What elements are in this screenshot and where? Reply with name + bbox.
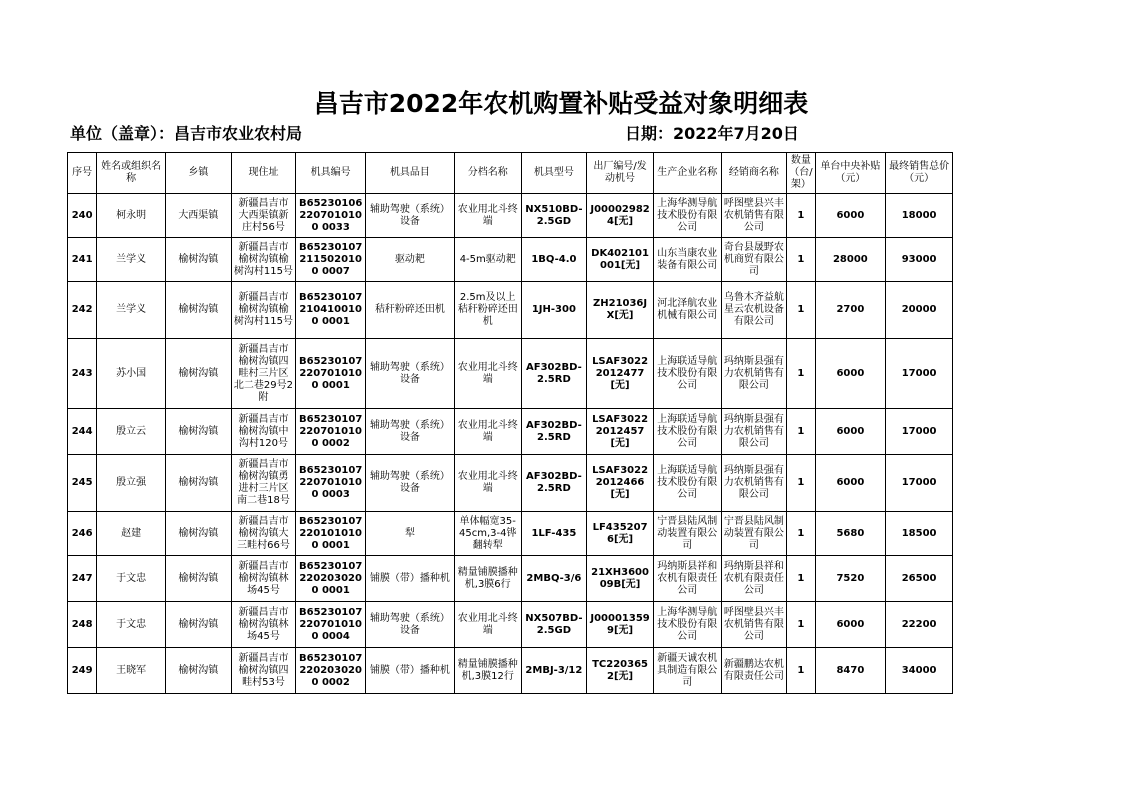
- table-cell: 宁晋县陆风制动装置有限公司: [721, 512, 787, 556]
- table-cell: 农业用北斗终端: [454, 339, 521, 409]
- table-cell: 铺膜（带）播种机: [366, 556, 455, 602]
- table-cell: 1BQ-4.0: [521, 238, 587, 282]
- table-cell: 2MBJ-3/12: [521, 648, 587, 694]
- table-cell: 新疆昌吉市榆树沟镇榆树沟村115号: [231, 282, 296, 339]
- table-cell: 1: [787, 512, 815, 556]
- table-cell: LSAF30222012466[无]: [587, 455, 654, 512]
- header-row: [68, 153, 953, 194]
- table-cell: 17000: [886, 409, 953, 455]
- table-row: [68, 648, 953, 694]
- table-cell: 大西渠镇: [165, 194, 231, 238]
- table-cell: 1: [787, 339, 815, 409]
- table-cell: 玛纳斯县强有力农机销售有限公司: [721, 409, 787, 455]
- table-cell: 辅助驾驶（系统）设备: [366, 409, 455, 455]
- table-cell: 精量铺膜播种机,3膜6行: [454, 556, 521, 602]
- table-cell: 新疆昌吉市榆树沟镇林场45号: [231, 556, 296, 602]
- table-cell: NX510BD-2.5GD: [521, 194, 587, 238]
- table-cell: 34000: [886, 648, 953, 694]
- table-cell: 1: [787, 282, 815, 339]
- table-cell: 240: [68, 194, 97, 238]
- table-cell: 6000: [815, 339, 886, 409]
- table-cell: 铺膜（带）播种机: [366, 648, 455, 694]
- table-cell: 1: [787, 556, 815, 602]
- table-cell: 呼图壁县兴丰农机销售有限公司: [721, 602, 787, 648]
- table-cell: 6000: [815, 409, 886, 455]
- table-row: [68, 556, 953, 602]
- table-cell: 249: [68, 648, 97, 694]
- table-cell: B652301072115020100 0007: [296, 238, 366, 282]
- table-cell: 新疆昌吉市榆树沟镇大三畦村66号: [231, 512, 296, 556]
- table-cell: 7520: [815, 556, 886, 602]
- table-cell: 20000: [886, 282, 953, 339]
- table-cell: 农业用北斗终端: [454, 602, 521, 648]
- table-cell: B652301072202030200 0001: [296, 556, 366, 602]
- col-header: 单台中央补贴（元）: [815, 153, 886, 194]
- table-cell: B652301072104100100 0001: [296, 282, 366, 339]
- table-cell: 河北泽航农业机械有限公司: [653, 282, 721, 339]
- table-cell: 榆树沟镇: [165, 556, 231, 602]
- table-cell: B652301072202030200 0002: [296, 648, 366, 694]
- table-cell: 榆树沟镇: [165, 602, 231, 648]
- table-cell: 6000: [815, 602, 886, 648]
- table-cell: B652301072201010100 0001: [296, 512, 366, 556]
- table-cell: 柯永明: [97, 194, 166, 238]
- table-cell: J000013599[无]: [587, 602, 654, 648]
- table-cell: ZH21036JX[无]: [587, 282, 654, 339]
- table-cell: 玛纳斯县祥和农机有限责任公司: [653, 556, 721, 602]
- table-cell: 新疆鹏达农机有限责任公司: [721, 648, 787, 694]
- table-cell: 玛纳斯县强有力农机销售有限公司: [721, 339, 787, 409]
- table-row: [68, 282, 953, 339]
- table-cell: 4-5m驱动耙: [454, 238, 521, 282]
- table-row: [68, 512, 953, 556]
- col-header: 出厂编号/发动机号: [587, 153, 654, 194]
- table-cell: 2.5m及以上秸秆粉碎还田机: [454, 282, 521, 339]
- table-cell: 1: [787, 648, 815, 694]
- table-cell: 玛纳斯县强有力农机销售有限公司: [721, 455, 787, 512]
- table-cell: 上海华测导航技术股份有限公司: [653, 194, 721, 238]
- table-cell: 1: [787, 455, 815, 512]
- table-cell: 秸秆粉碎还田机: [366, 282, 455, 339]
- table-cell: 单体幅宽35-45cm,3-4铧翻转犁: [454, 512, 521, 556]
- table-cell: 榆树沟镇: [165, 455, 231, 512]
- table-cell: 辅助驾驶（系统）设备: [366, 194, 455, 238]
- table-cell: 93000: [886, 238, 953, 282]
- col-header: 序号: [68, 153, 97, 194]
- table-row: [68, 409, 953, 455]
- table-cell: B652301062207010100 0033: [296, 194, 366, 238]
- table-cell: 21XH360009B[无]: [587, 556, 654, 602]
- col-header: 机具型号: [521, 153, 587, 194]
- table-cell: 5680: [815, 512, 886, 556]
- table-cell: 于文忠: [97, 602, 166, 648]
- col-header: 现住址: [231, 153, 296, 194]
- table-cell: 榆树沟镇: [165, 512, 231, 556]
- table-cell: B652301072207010100 0002: [296, 409, 366, 455]
- page-title: 昌吉市2022年农机购置补贴受益对象明细表: [313, 89, 809, 118]
- table-cell: 苏小国: [97, 339, 166, 409]
- col-header: 最终销售总价（元）: [886, 153, 953, 194]
- table-cell: 辅助驾驶（系统）设备: [366, 602, 455, 648]
- table-cell: 上海联适导航技术股份有限公司: [653, 409, 721, 455]
- table-cell: 于文忠: [97, 556, 166, 602]
- table-cell: 辅助驾驶（系统）设备: [366, 455, 455, 512]
- table-cell: LSAF30222012457[无]: [587, 409, 654, 455]
- table-cell: 犁: [366, 512, 455, 556]
- table-cell: 上海华测导航技术股份有限公司: [653, 602, 721, 648]
- table-cell: 乌鲁木齐益航星云农机设备有限公司: [721, 282, 787, 339]
- table-cell: 28000: [815, 238, 886, 282]
- table-cell: 18000: [886, 194, 953, 238]
- unit-label: 单位（盖章）：昌吉市农业农村局: [70, 124, 303, 143]
- table-cell: 246: [68, 512, 97, 556]
- table-cell: 宁晋县陆风制动装置有限公司: [653, 512, 721, 556]
- table-cell: AF302BD-2.5RD: [521, 455, 587, 512]
- table-cell: 新疆昌吉市大西渠镇新庄村56号: [231, 194, 296, 238]
- col-header: 机具编号: [296, 153, 366, 194]
- table-cell: DK402101001[无]: [587, 238, 654, 282]
- table-cell: 赵建: [97, 512, 166, 556]
- table-cell: 新疆天诚农机具制造有限公司: [653, 648, 721, 694]
- table-cell: 山东当康农业装备有限公司: [653, 238, 721, 282]
- table-cell: 1LF-435: [521, 512, 587, 556]
- table-cell: 兰学义: [97, 282, 166, 339]
- table-cell: 农业用北斗终端: [454, 409, 521, 455]
- table-cell: 榆树沟镇: [165, 409, 231, 455]
- table-cell: 6000: [815, 455, 886, 512]
- table-cell: 上海联适导航技术股份有限公司: [653, 339, 721, 409]
- table-row: [68, 455, 953, 512]
- table-cell: 辅助驾驶（系统）设备: [366, 339, 455, 409]
- col-header: 乡镇: [165, 153, 231, 194]
- table-cell: 新疆昌吉市榆树沟镇四畦村三片区北二巷29号2附: [231, 339, 296, 409]
- table-cell: 榆树沟镇: [165, 282, 231, 339]
- table-cell: 奇台县晟野农机商贸有限公司: [721, 238, 787, 282]
- table-cell: AF302BD-2.5RD: [521, 339, 587, 409]
- table-cell: 新疆昌吉市榆树沟镇榆树沟村115号: [231, 238, 296, 282]
- table-cell: 兰学义: [97, 238, 166, 282]
- col-header: 生产企业名称: [653, 153, 721, 194]
- table-cell: 上海联适导航技术股份有限公司: [653, 455, 721, 512]
- table-row: [68, 238, 953, 282]
- table-cell: 殷立强: [97, 455, 166, 512]
- table-cell: TC2203652[无]: [587, 648, 654, 694]
- table-cell: J000029824[无]: [587, 194, 654, 238]
- table-cell: 1JH-300: [521, 282, 587, 339]
- table-cell: 22200: [886, 602, 953, 648]
- table-cell: 243: [68, 339, 97, 409]
- subsidy-table: [67, 152, 953, 694]
- table-cell: 精量铺膜播种机,3膜12行: [454, 648, 521, 694]
- table-cell: 1: [787, 602, 815, 648]
- table-cell: 王晓军: [97, 648, 166, 694]
- table-cell: 驱动耙: [366, 238, 455, 282]
- table-cell: 248: [68, 602, 97, 648]
- col-header: 机具品目: [366, 153, 455, 194]
- table-cell: 新疆昌吉市榆树沟镇勇进村三片区南二巷18号: [231, 455, 296, 512]
- table-cell: 8470: [815, 648, 886, 694]
- table-cell: 新疆昌吉市榆树沟镇中沟村120号: [231, 409, 296, 455]
- table-cell: LSAF30222012477[无]: [587, 339, 654, 409]
- table-cell: 26500: [886, 556, 953, 602]
- table-cell: 农业用北斗终端: [454, 455, 521, 512]
- col-header: 数量（台/架）: [787, 153, 815, 194]
- date-label: 日期：2022年7月20日: [625, 124, 799, 143]
- table-cell: 玛纳斯县祥和农机有限责任公司: [721, 556, 787, 602]
- table-cell: 6000: [815, 194, 886, 238]
- table-cell: 榆树沟镇: [165, 238, 231, 282]
- table-cell: 农业用北斗终端: [454, 194, 521, 238]
- table-cell: 1: [787, 409, 815, 455]
- table-cell: AF302BD-2.5RD: [521, 409, 587, 455]
- table-cell: 榆树沟镇: [165, 648, 231, 694]
- table-row: [68, 194, 953, 238]
- table-cell: NX507BD-2.5GD: [521, 602, 587, 648]
- table-cell: 244: [68, 409, 97, 455]
- table-cell: 247: [68, 556, 97, 602]
- table-cell: 殷立云: [97, 409, 166, 455]
- table-cell: 新疆昌吉市榆树沟镇林场45号: [231, 602, 296, 648]
- table-row: [68, 339, 953, 409]
- col-header: 经销商名称: [721, 153, 787, 194]
- table-cell: B652301072207010100 0003: [296, 455, 366, 512]
- table-cell: 2MBQ-3/6: [521, 556, 587, 602]
- table-cell: B652301072207010100 0001: [296, 339, 366, 409]
- table-cell: 榆树沟镇: [165, 339, 231, 409]
- table-cell: LF4352076[无]: [587, 512, 654, 556]
- table-cell: 17000: [886, 455, 953, 512]
- table-cell: 2700: [815, 282, 886, 339]
- table-row: [68, 602, 953, 648]
- table-cell: 245: [68, 455, 97, 512]
- table-cell: 1: [787, 238, 815, 282]
- table-cell: 241: [68, 238, 97, 282]
- table-cell: 1: [787, 194, 815, 238]
- table-cell: 呼图壁县兴丰农机销售有限公司: [721, 194, 787, 238]
- col-header: 分档名称: [454, 153, 521, 194]
- col-header: 姓名或组织名称: [97, 153, 166, 194]
- table-cell: 17000: [886, 339, 953, 409]
- table-cell: 18500: [886, 512, 953, 556]
- table-cell: 新疆昌吉市榆树沟镇四畦村53号: [231, 648, 296, 694]
- table-cell: B652301072207010100 0004: [296, 602, 366, 648]
- table-cell: 242: [68, 282, 97, 339]
